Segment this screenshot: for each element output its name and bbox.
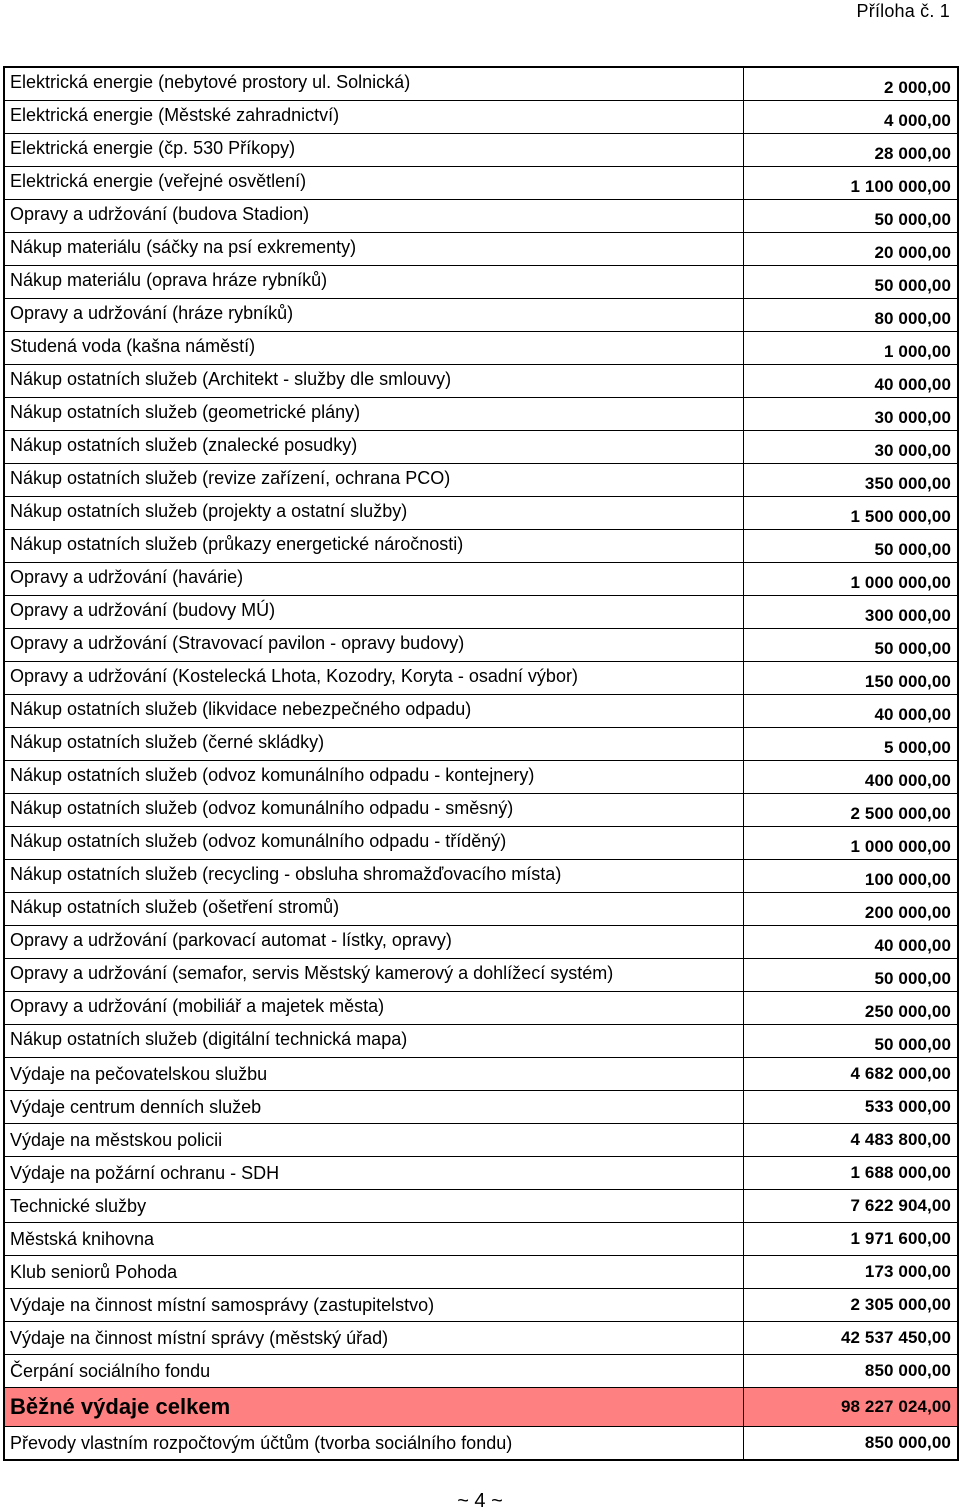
table-row [4,662,958,695]
table-row [4,926,958,959]
total-amount: 98 227 024,00 [743,1388,958,1427]
table-row [4,530,958,563]
transfer-amount: 850 000,00 [743,1427,958,1461]
table-row [4,266,958,299]
row-label: Nákup ostatních služeb (odvoz komunálního odpadu - kontejnery) [4,761,743,794]
row-label: Studená voda (kašna náměstí) [4,332,743,365]
row-amount: 50 000,00 [743,530,958,563]
row-amount: 2 000,00 [743,67,958,101]
row-amount: 5 000,00 [743,728,958,761]
row-amount: 173 000,00 [743,1256,958,1289]
expenditure-table [3,66,959,1461]
row-label: Elektrická energie (Městské zahradnictví) [4,101,743,134]
row-amount: 28 000,00 [743,134,958,167]
row-label: Nákup ostatních služeb (geometrické plány) [4,398,743,431]
row-amount: 40 000,00 [743,365,958,398]
table-row [4,1322,958,1355]
table-row [4,1355,958,1388]
row-amount: 1 000,00 [743,332,958,365]
row-label: Výdaje na pečovatelskou službu [4,1058,743,1091]
table-row [4,1091,958,1124]
row-amount: 100 000,00 [743,860,958,893]
row-amount: 150 000,00 [743,662,958,695]
row-label: Opravy a udržování (havárie) [4,563,743,596]
table-row [4,1124,958,1157]
table-row [4,728,958,761]
table-row [4,1256,958,1289]
summary-rows [4,1388,958,1461]
row-amount: 200 000,00 [743,893,958,926]
row-amount: 50 000,00 [743,266,958,299]
row-amount: 80 000,00 [743,299,958,332]
row-label: Opravy a udržování (mobiliář a majetek města) [4,992,743,1025]
row-label: Opravy a udržování (Kostelecká Lhota, Kozodry, Koryta - osadní výbor) [4,662,743,695]
row-label: Městská knihovna [4,1223,743,1256]
row-label: Nákup ostatních služeb (revize zařízení, ochrana PCO) [4,464,743,497]
row-label: Nákup ostatních služeb (průkazy energetické náročnosti) [4,530,743,563]
row-label: Nákup ostatních služeb (projekty a ostatní služby) [4,497,743,530]
table-row [4,596,958,629]
table-row [4,1157,958,1190]
row-amount: 42 537 450,00 [743,1322,958,1355]
row-label: Opravy a udržování (parkovací automat - lístky, opravy) [4,926,743,959]
row-amount: 1 000 000,00 [743,827,958,860]
row-amount: 400 000,00 [743,761,958,794]
expenditure-rows [4,67,958,1388]
row-amount: 20 000,00 [743,233,958,266]
table-row [4,233,958,266]
table-row [4,1058,958,1091]
table-row [4,1190,958,1223]
row-label: Opravy a udržování (budova Stadion) [4,200,743,233]
table-row [4,1289,958,1322]
table-row [4,101,958,134]
row-amount: 4 000,00 [743,101,958,134]
row-amount: 300 000,00 [743,596,958,629]
row-amount: 40 000,00 [743,926,958,959]
row-amount: 4 682 000,00 [743,1058,958,1091]
row-amount: 30 000,00 [743,398,958,431]
row-label: Výdaje na činnost místní samosprávy (zastupitelstvo) [4,1289,743,1322]
row-amount: 250 000,00 [743,992,958,1025]
row-label: Nákup ostatních služeb (recycling - obsluha shromažďovacího místa) [4,860,743,893]
row-amount: 1 500 000,00 [743,497,958,530]
row-label: Opravy a udržování (budovy MÚ) [4,596,743,629]
row-amount: 1 000 000,00 [743,563,958,596]
row-label: Nákup ostatních služeb (odvoz komunálního odpadu - směsný) [4,794,743,827]
row-label: Opravy a udržování (hráze rybníků) [4,299,743,332]
table-row [4,497,958,530]
table-row [4,398,958,431]
row-label: Výdaje na městskou policii [4,1124,743,1157]
row-amount: 30 000,00 [743,431,958,464]
row-label: Elektrická energie (čp. 530 Příkopy) [4,134,743,167]
row-amount: 533 000,00 [743,1091,958,1124]
row-amount: 50 000,00 [743,959,958,992]
table-row [4,67,958,101]
total-label: Běžné výdaje celkem [4,1388,743,1427]
table-row [4,893,958,926]
row-label: Opravy a udržování (Stravovací pavilon - opravy budovy) [4,629,743,662]
row-label: Opravy a udržování (semafor, servis Městský kamerový a dohlížecí systém) [4,959,743,992]
table-row [4,959,958,992]
table-row [4,299,958,332]
table-row [4,695,958,728]
table-row [4,365,958,398]
table-row [4,1025,958,1058]
row-label: Elektrická energie (nebytové prostory ul. Solnická) [4,67,743,101]
row-amount: 50 000,00 [743,629,958,662]
row-amount: 850 000,00 [743,1355,958,1388]
row-amount: 2 305 000,00 [743,1289,958,1322]
transfer-row [4,1427,958,1461]
row-amount: 1 971 600,00 [743,1223,958,1256]
row-amount: 2 500 000,00 [743,794,958,827]
row-label: Nákup ostatních služeb (likvidace nebezpečného odpadu) [4,695,743,728]
row-label: Výdaje centrum denních služeb [4,1091,743,1124]
table-row [4,134,958,167]
row-label: Výdaje na požární ochranu - SDH [4,1157,743,1190]
table-row [4,431,958,464]
table-row [4,860,958,893]
table-row [4,827,958,860]
transfer-label: Převody vlastním rozpočtovým účtům (tvorba sociálního fondu) [4,1427,743,1461]
row-amount: 1 100 000,00 [743,167,958,200]
row-label: Výdaje na činnost místní správy (městský úřad) [4,1322,743,1355]
table-row [4,1223,958,1256]
table-row [4,992,958,1025]
annex-label: Příloha č. 1 [856,1,950,21]
table-row [4,332,958,365]
row-amount: 40 000,00 [743,695,958,728]
table-row [4,167,958,200]
row-amount: 350 000,00 [743,464,958,497]
page-number: ~ 4 ~ [457,1490,503,1512]
table-row [4,629,958,662]
row-label: Nákup ostatních služeb (odvoz komunálního odpadu - tříděný) [4,827,743,860]
row-amount: 50 000,00 [743,200,958,233]
table-row [4,464,958,497]
row-label: Elektrická energie (veřejné osvětlení) [4,167,743,200]
row-amount: 7 622 904,00 [743,1190,958,1223]
row-amount: 1 688 000,00 [743,1157,958,1190]
row-label: Nákup ostatních služeb (znalecké posudky) [4,431,743,464]
table-row [4,200,958,233]
row-label: Nákup materiálu (sáčky na psí exkrementy) [4,233,743,266]
table-row [4,563,958,596]
row-label: Nákup ostatních služeb (černé skládky) [4,728,743,761]
row-amount: 4 483 800,00 [743,1124,958,1157]
row-label: Nákup ostatních služeb (Architekt - služby dle smlouvy) [4,365,743,398]
row-label: Nákup ostatních služeb (digitální technická mapa) [4,1025,743,1058]
row-label: Technické služby [4,1190,743,1223]
table-row [4,794,958,827]
row-label: Čerpání sociálního fondu [4,1355,743,1388]
table-row [4,761,958,794]
row-label: Nákup materiálu (oprava hráze rybníků) [4,266,743,299]
row-label: Klub seniorů Pohoda [4,1256,743,1289]
row-amount: 50 000,00 [743,1025,958,1058]
total-row [4,1388,958,1427]
row-label: Nákup ostatních služeb (ošetření stromů) [4,893,743,926]
